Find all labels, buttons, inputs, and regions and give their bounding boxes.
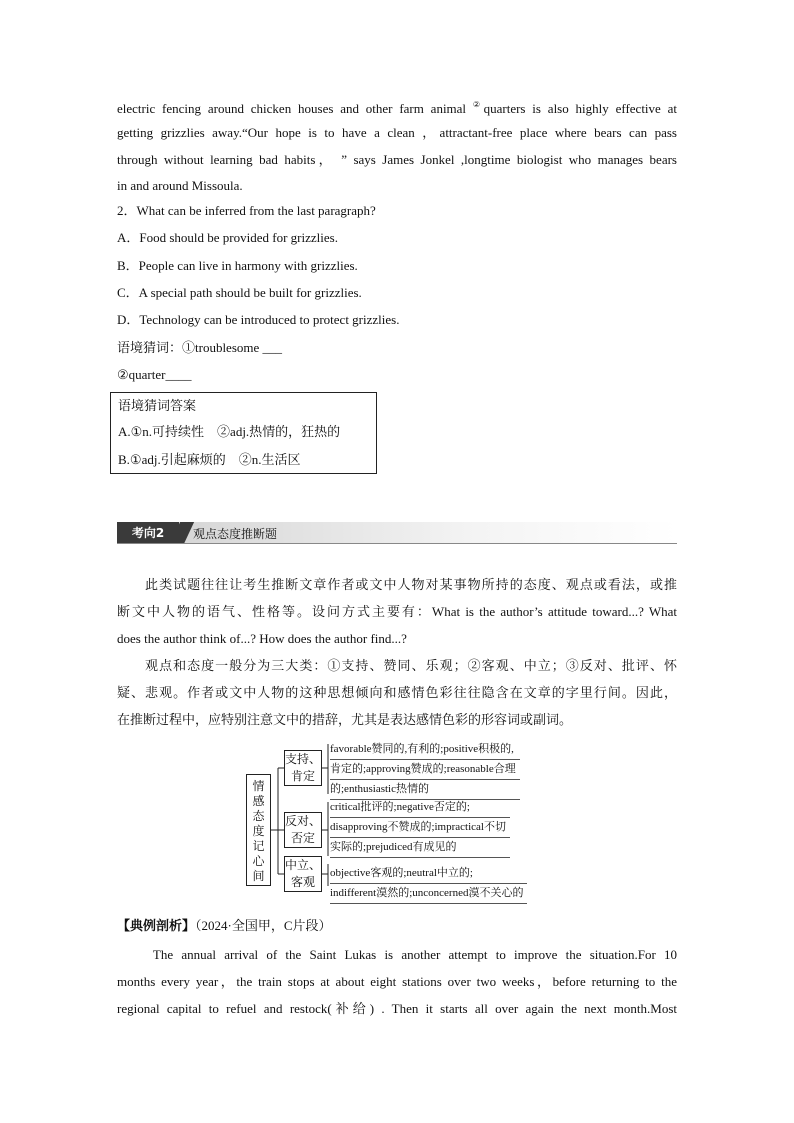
example-line-3: regional capital to refuel and restock(补给) . Then it starts all over again the next month.Most <box>117 1001 677 1016</box>
banner-rule <box>117 543 677 544</box>
option-b: B．People can live in harmony with grizzlies. <box>117 258 358 273</box>
example-heading: 【典例剖析】 <box>117 919 196 934</box>
option-a: A．Food should be provided for grizzlies. <box>117 230 338 245</box>
passage-line-4: in and around Missoula. <box>117 178 243 193</box>
word-item: indifferent漠然的;unconcerned漠不关心的 <box>330 884 527 904</box>
example-line-1: The annual arrival of the Saint Lukas is another attempt to improve the situation.For 10 <box>117 947 677 962</box>
word-item: disapproving不赞成的;impractical不切 <box>330 818 510 838</box>
passage-text: electric fencing around chicken houses and other farm animal <box>117 101 473 116</box>
category-support <box>284 750 322 786</box>
category-label: 客观 <box>290 875 315 889</box>
root-char: 感 <box>252 794 265 808</box>
root-char: 记 <box>252 839 265 853</box>
root-char: 度 <box>252 824 265 838</box>
example-line-2: months every year，the train stops at about eight stations over two weeks，before returning to the <box>117 974 677 989</box>
answer-box <box>110 392 377 474</box>
option-d: D．Technology can be introduced to protect grizzlies. <box>117 312 400 327</box>
intro-line: 在推断过程中，应特别注意文中的措辞，尤其是表达感情色彩的形容词或副词。 <box>117 712 573 727</box>
support-items <box>330 740 520 800</box>
category-label: 支持、 <box>285 752 322 766</box>
option-c: C．A special path should be built for grizzlies. <box>117 285 362 300</box>
oppose-items <box>330 798 510 858</box>
word-item: 肯定的;approving赞成的;reasonable合理 <box>330 760 520 780</box>
intro-paragraph <box>117 571 677 733</box>
category-label: 肯定 <box>290 769 315 783</box>
intro-line: 观点和态度一般分为三大类：①支持、赞同、乐观；②客观、中立；③反对、批评、怀 <box>117 658 677 673</box>
word-item: objective客观的;neutral中立的; <box>330 864 527 884</box>
root-char: 间 <box>252 869 265 883</box>
category-label: 反对、 <box>285 814 322 828</box>
example-source: （2024·全国甲，C片段） <box>195 918 332 933</box>
answer-box-title: 语境猜词答案 <box>118 399 197 414</box>
section-title: 观点态度推断题 <box>193 527 278 541</box>
intro-line: 此类试题往往让考生推断文章作者或文中人物对某事物所持的态度、观点或看法，或推 <box>117 577 677 592</box>
passage-line-3: through without learning bad habits， ” says James Jonkel ,longtime biologist who manages bears <box>117 152 677 167</box>
answer-line-a: A.①n.可持续性 ②adj.热情的，狂热的 <box>118 424 341 439</box>
vocab-guess-line-2: ②quarter____ <box>117 367 192 382</box>
root-char: 态 <box>252 809 265 823</box>
passage-line-1 <box>117 96 677 118</box>
word-item: favorable赞同的,有利的;positive积极的, <box>330 740 520 760</box>
word-item: 的;enthusiastic热情的 <box>330 780 520 800</box>
category-label: 否定 <box>290 831 315 845</box>
example-heading-line <box>117 917 677 936</box>
footnote-marker: ② <box>472 100 484 109</box>
question-stem: 2．What can be inferred from the last paragraph? <box>117 203 376 218</box>
category-label: 中立、 <box>285 858 322 872</box>
word-item: 实际的;prejudiced有成见的 <box>330 838 510 858</box>
mind-map-root <box>246 774 271 886</box>
passage-line-2: getting grizzlies away.“Our hope is to have a clean ，attractant-free place where bears can pass <box>117 125 677 140</box>
root-char: 心 <box>252 854 265 868</box>
neutral-items <box>330 864 527 904</box>
answer-line-b: B.①adj.引起麻烦的 ②n.生活区 <box>118 452 301 467</box>
vocab-guess-line-1: 语境猜词：①troublesome ___ <box>117 340 283 355</box>
intro-line: does the author think of...? How does the author find...? <box>117 631 407 646</box>
root-char: 情 <box>252 779 265 793</box>
passage-text: quarters is also highly effective at <box>483 101 678 116</box>
word-item: critical批评的;negative否定的; <box>330 798 510 818</box>
section-tag: 考向2 <box>117 522 179 544</box>
intro-line: 断文中人物的语气、性格等。设问方式主要有：What is the author’s attitude toward...? What <box>117 604 677 619</box>
category-neutral <box>284 856 322 892</box>
category-oppose <box>284 812 322 848</box>
intro-line: 疑、悲观。作者或文中人物的这种思想倾向和感情色彩往往隐含在文章的字里行间。因此， <box>117 685 677 700</box>
attitude-mind-map <box>246 740 556 899</box>
section-banner <box>117 522 677 544</box>
